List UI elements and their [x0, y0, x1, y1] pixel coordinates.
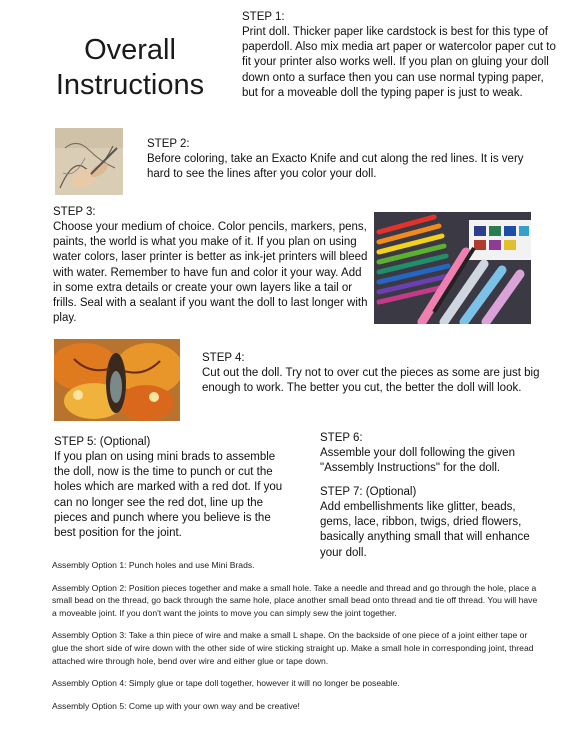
step-5-heading: STEP 5: (Optional): [54, 436, 151, 448]
step-5-text: If you plan on using mini brads to assemble the doll, now is the time to punch or cut the holes which are marked with a red dot. If you can no longer see the red dot, line up the pieces and punch where you believe is the best position for the joint.: [54, 451, 283, 540]
step-4-text: Cut out the doll. Try not to over cut the pieces as some are just big enough to work. The better you cut, the better the doll will look.: [202, 367, 540, 395]
cutting-photo: [55, 128, 123, 195]
assembly-option-1: Assembly Option 1: Punch holes and use Mini Brads.: [52, 560, 255, 570]
step-1: [242, 10, 560, 101]
assembly-option-4: Assembly Option 4: Simply glue or tape doll together, however it will no longer be poseable.: [52, 678, 400, 689]
assembly-option-5: Assembly Option 5: Come up with your own way and be creative!: [52, 700, 300, 711]
step-2-text: Before coloring, take an Exacto Knife and cut along the red lines. It is very hard to see the lines after you color your doll.: [147, 153, 524, 181]
step-3-text: Choose your medium of choice. Color pencils, markers, pens, paints, the world is what you make of it. If you plan on using water colors, laser printer is better as ink-jet printers will bleed with water. Remember to have fun and color it your way. Add in some extra details or create your own layers like a tail or frills. Seal with a sealant if you want the doll to last longer with play.: [53, 221, 368, 325]
step-1-text: Print doll. Thicker paper like cardstock is best for this type of paperdoll. Also mix media art paper or watercolor paper cut to fit your printer also works well. If you plan on gluing your doll down onto a surface then you can use normal typing paper, but for a moveable doll the typing paper is just to weak.: [242, 26, 556, 99]
step-2-heading: STEP 2:: [147, 138, 190, 150]
step-6-heading: STEP 6:: [320, 432, 363, 444]
step-2: [147, 137, 537, 182]
step-7-heading: STEP 7: (Optional): [320, 486, 417, 498]
step-6-text: Assemble your doll following the given "Assembly Instructions" for the doll.: [320, 447, 515, 475]
colored-doll-photo: [54, 339, 180, 421]
assembly-option-2: Assembly Option 2: Position pieces together and make a small hole. Take a needle and thread and go through the hole, place a small bead on the thread, go back through the same hole, place another small bead onto thread and tie off thread. You will have a moveable joint. If you don't want the joints to move you can simply sew the joint together.: [52, 582, 538, 618]
step-4-heading: STEP 4:: [202, 352, 245, 364]
assembly-options: [52, 559, 540, 712]
step-1-heading: STEP 1:: [242, 11, 285, 23]
assembly-option-3: Assembly Option 3: Take a thin piece of wire and make a small L shape. On the backside of one piece of a joint either tape or glue the short side of wire down with the other side of wire sticking straight up. Make a small hole in corresponding joint, thread attached wire through hole, bend over wire and either glue or tape down.: [52, 630, 534, 666]
step-4: [202, 351, 558, 396]
step-7: [320, 485, 542, 561]
step-3: [53, 205, 369, 326]
step-3-heading: STEP 3:: [53, 206, 96, 218]
step-6: [320, 431, 558, 476]
art-supplies-photo: [374, 212, 531, 324]
step-5: [54, 435, 292, 541]
page-title: Overall Instructions: [55, 34, 205, 101]
step-7-text: Add embellishments like glitter, beads, gems, lace, ribbon, twigs, dried flowers, basically anything small that will enhance your doll.: [320, 501, 530, 559]
